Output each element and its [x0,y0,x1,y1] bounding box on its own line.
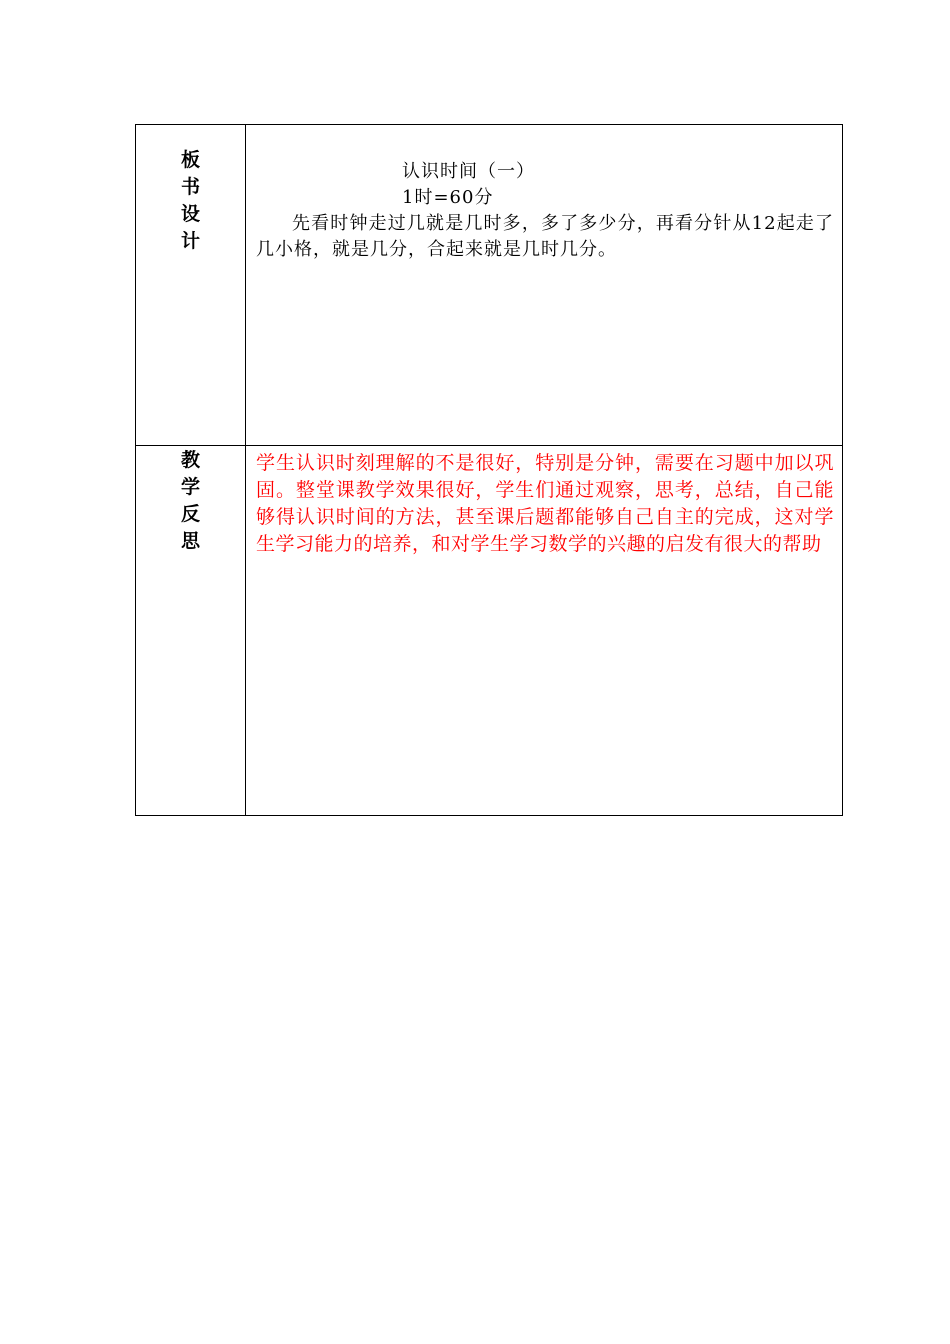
reflection-text: 学生认识时刻理解的不是很好，特别是分钟，需要在习题中加以巩固。整堂课教学效果很好，学生们通过观察，思考，总结，自己能够得认识时间的方法，甚至课后题都能够自己自主的完成，这对学生学习能力的培养，和对学生学习数学的兴趣的启发有很大的帮助 [256,452,834,555]
label-char: 思 [180,530,200,552]
label-char: 反 [180,503,200,525]
label-char: 板 [180,149,200,171]
board-design-label [136,125,246,445]
board-text: 先看时钟走过几就是几时多，多了多少分，再看分针从12起走了几小格，就是几分，合起来就是几时几分。 [256,213,834,260]
lesson-plan-table [135,124,843,816]
teaching-reflection-label [136,446,246,815]
board-design-content [246,125,842,445]
board-title: 认识时间（一） [402,161,535,182]
label-char: 计 [180,230,200,252]
teaching-reflection-content [246,446,842,815]
label-char: 书 [180,176,200,198]
label-char: 学 [180,476,200,498]
board-formula: 1时=60分 [402,187,494,208]
label-char: 教 [180,449,200,471]
teaching-reflection-row [136,445,842,815]
label-char: 设 [180,203,200,225]
board-design-row [136,125,842,445]
